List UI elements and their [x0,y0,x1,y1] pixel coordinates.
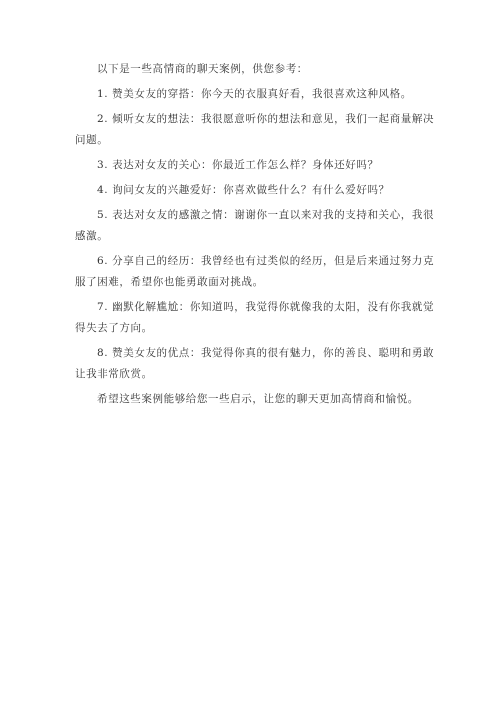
list-item-2: 2. 倾听女友的想法：我很愿意听你的想法和意见，我们一起商量解决问题。 [75,113,435,146]
list-item-3: 3. 表达对女友的关心：你最近工作怎么样？身体还好吗？ [97,159,379,171]
list-item-5: 5. 表达对女友的感激之情：谢谢你一直以来对我的支持和关心，我很感激。 [75,209,435,242]
list-item-6: 6. 分享自己的经历：我曾经也有过类似的经历，但是后来通过努力克服了困难，希望你也能勇敢面对挑战。 [75,255,435,288]
list-item-1: 1. 赞美女友的穿搭：你今天的衣服真好看，我很喜欢这种风格。 [97,88,412,100]
list-item-4: 4. 询问女友的兴趣爱好：你喜欢做些什么？有什么爱好吗？ [97,184,390,196]
closing-paragraph: 希望这些案例能够给您一些启示，让您的聊天更加高情商和愉悦。 [97,393,419,405]
intro-paragraph: 以下是一些高情商的聊天案例，供您参考： [97,63,308,75]
document-body [75,59,437,414]
list-item-8: 8. 赞美女友的优点：我觉得你真的很有魅力，你的善良、聪明和勇敢让我非常欣赏。 [75,347,435,380]
list-item-7: 7. 幽默化解尴尬：你知道吗，我觉得你就像我的太阳，没有你我就觉得失去了方向。 [75,301,435,334]
